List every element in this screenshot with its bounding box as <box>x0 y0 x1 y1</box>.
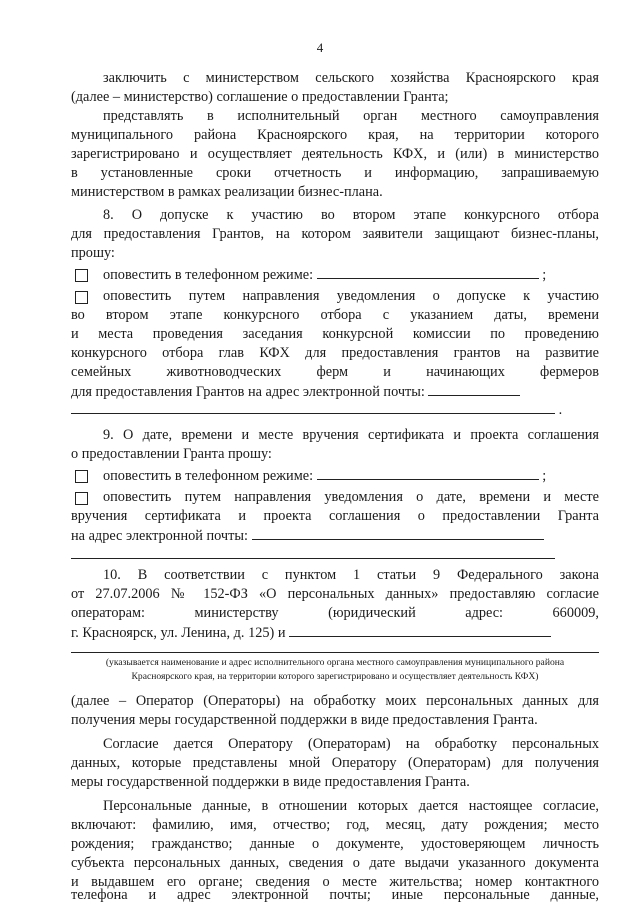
punctuation: . <box>558 402 563 418</box>
footnote-line: (указывается наименование и адрес исполнительного органа местного самоуправления муниципального района <box>105 657 565 668</box>
text-line: во втором этапе конкурсного отбора с указанием даты, времени <box>71 307 599 323</box>
email-field-8-continued[interactable] <box>71 400 555 414</box>
email-field-9[interactable] <box>252 526 544 540</box>
email-line-8 <box>71 382 599 402</box>
option-label: оповестить путем направления уведомления о допуске к участию <box>103 288 599 304</box>
option-label: оповестить в телефонном режиме: <box>103 267 314 283</box>
page-number: 4 <box>316 40 324 55</box>
text-line: министерством в рамках реализации бизнес-плана. <box>71 184 383 200</box>
text-line: семейных животноводческих ферм и начинающих фермеров <box>71 364 599 380</box>
punctuation: ; <box>542 468 547 484</box>
text-line: и места проведения заседания конкурсной комиссии по проведению <box>71 326 599 342</box>
text-line: операторам: министерству (юридический адрес: 660009, <box>71 605 599 621</box>
text-line: от 27.07.2006 № 152-ФЗ «О персональных данных» предоставляю согласие <box>71 586 599 602</box>
text-line: в установленные сроки отчетность и информацию, запрашиваемую <box>71 165 599 181</box>
option-label: для предоставления Грантов на адрес электронной почты: <box>71 384 425 400</box>
text-line: (далее – министерство) соглашение о предоставлении Гранта; <box>71 89 449 105</box>
text-line: прошу: <box>71 245 115 261</box>
punctuation: ; <box>542 267 547 283</box>
checkbox-email-8[interactable] <box>75 291 88 304</box>
text-line: рождения; гражданство; данные о документе, удостоверяющем личность <box>71 836 599 852</box>
text-line: включают: фамилию, имя, отчество; год, месяц, дату рождения; место <box>71 817 599 833</box>
option-label: оповестить путем направления уведомления о дате, времени и месте <box>103 489 599 505</box>
text-line: зарегистрировано и осуществляет деятельность КФХ, и (или) в министерство <box>71 146 599 162</box>
operator-field[interactable] <box>289 623 551 637</box>
email-field-9-continued[interactable] <box>71 558 555 559</box>
email-field-8[interactable] <box>428 382 520 396</box>
text-line: для предоставления Грантов, на котором заявители защищают бизнес-планы, <box>71 226 599 242</box>
phone-field-8[interactable] <box>317 265 539 279</box>
option-label: г. Красноярск, ул. Ленина, д. 125) и <box>71 625 286 641</box>
text-line: и выдавшем его органе; сведения о месте жительства; номер контактного <box>71 874 599 890</box>
text-line: заключить с министерством сельского хозяйства Красноярского края <box>103 70 599 86</box>
phone-notify-option-9 <box>103 466 599 486</box>
text-line: получения меры государственной поддержки в виде предоставления Гранта. <box>71 712 538 728</box>
section-8-heading: 8. О допуске к участию во втором этапе конкурсного отбора <box>103 207 599 223</box>
option-label: на адрес электронной почты: <box>71 528 248 544</box>
text-line: Персональные данные, в отношении которых дается настоящее согласие, <box>103 798 599 814</box>
email-notify-option-9 <box>103 488 599 507</box>
text-line: о предоставлении Гранта прошу: <box>71 446 272 462</box>
phone-notify-option-8 <box>103 265 599 285</box>
checkbox-phone-9[interactable] <box>75 470 88 483</box>
footnote-line: Красноярского края, на территории которого зарегистрировано и осуществляет деятельность КФХ) <box>131 671 539 682</box>
text-line: данных, которые представлены мной Оператору (Операторам) для получения <box>71 755 599 771</box>
checkbox-email-9[interactable] <box>75 492 88 505</box>
text-line: телефона и адрес электронной почты; иные персональные данные, <box>71 887 599 903</box>
checkbox-phone-8[interactable] <box>75 269 88 282</box>
text-line: субъекта персональных данных, сведения о дате выдачи указанного документа <box>71 855 599 871</box>
phone-field-9[interactable] <box>317 466 539 480</box>
text-line: муниципального района Красноярского края, на территории которого <box>71 127 599 143</box>
email-notify-option-8 <box>103 287 599 306</box>
text-line: конкурсного отбора глав КФХ для предоставления грантов на развитие <box>71 345 599 361</box>
text-line: представлять в исполнительный орган местного самоуправления <box>103 108 599 124</box>
option-label: оповестить в телефонном режиме: <box>103 468 314 484</box>
operator-line <box>71 623 599 643</box>
text-line: вручения сертификата и проекта соглашения о предоставлении Гранта <box>71 508 599 524</box>
operator-field-continued[interactable] <box>71 652 599 653</box>
text-line: Согласие дается Оператору (Операторам) на обработку персональных <box>103 736 599 752</box>
email-line-9 <box>71 526 599 546</box>
text-line: (далее – Оператор (Операторы) на обработку моих персональных данных для <box>71 693 599 709</box>
section-9-heading: 9. О дате, времени и месте вручения сертификата и проекта соглашения <box>103 427 599 443</box>
email-continuation-8 <box>71 400 599 420</box>
section-10-heading: 10. В соответствии с пунктом 1 статьи 9 Федерального закона <box>103 567 599 583</box>
text-line: меры государственной поддержки в виде предоставления Гранта. <box>71 774 470 790</box>
